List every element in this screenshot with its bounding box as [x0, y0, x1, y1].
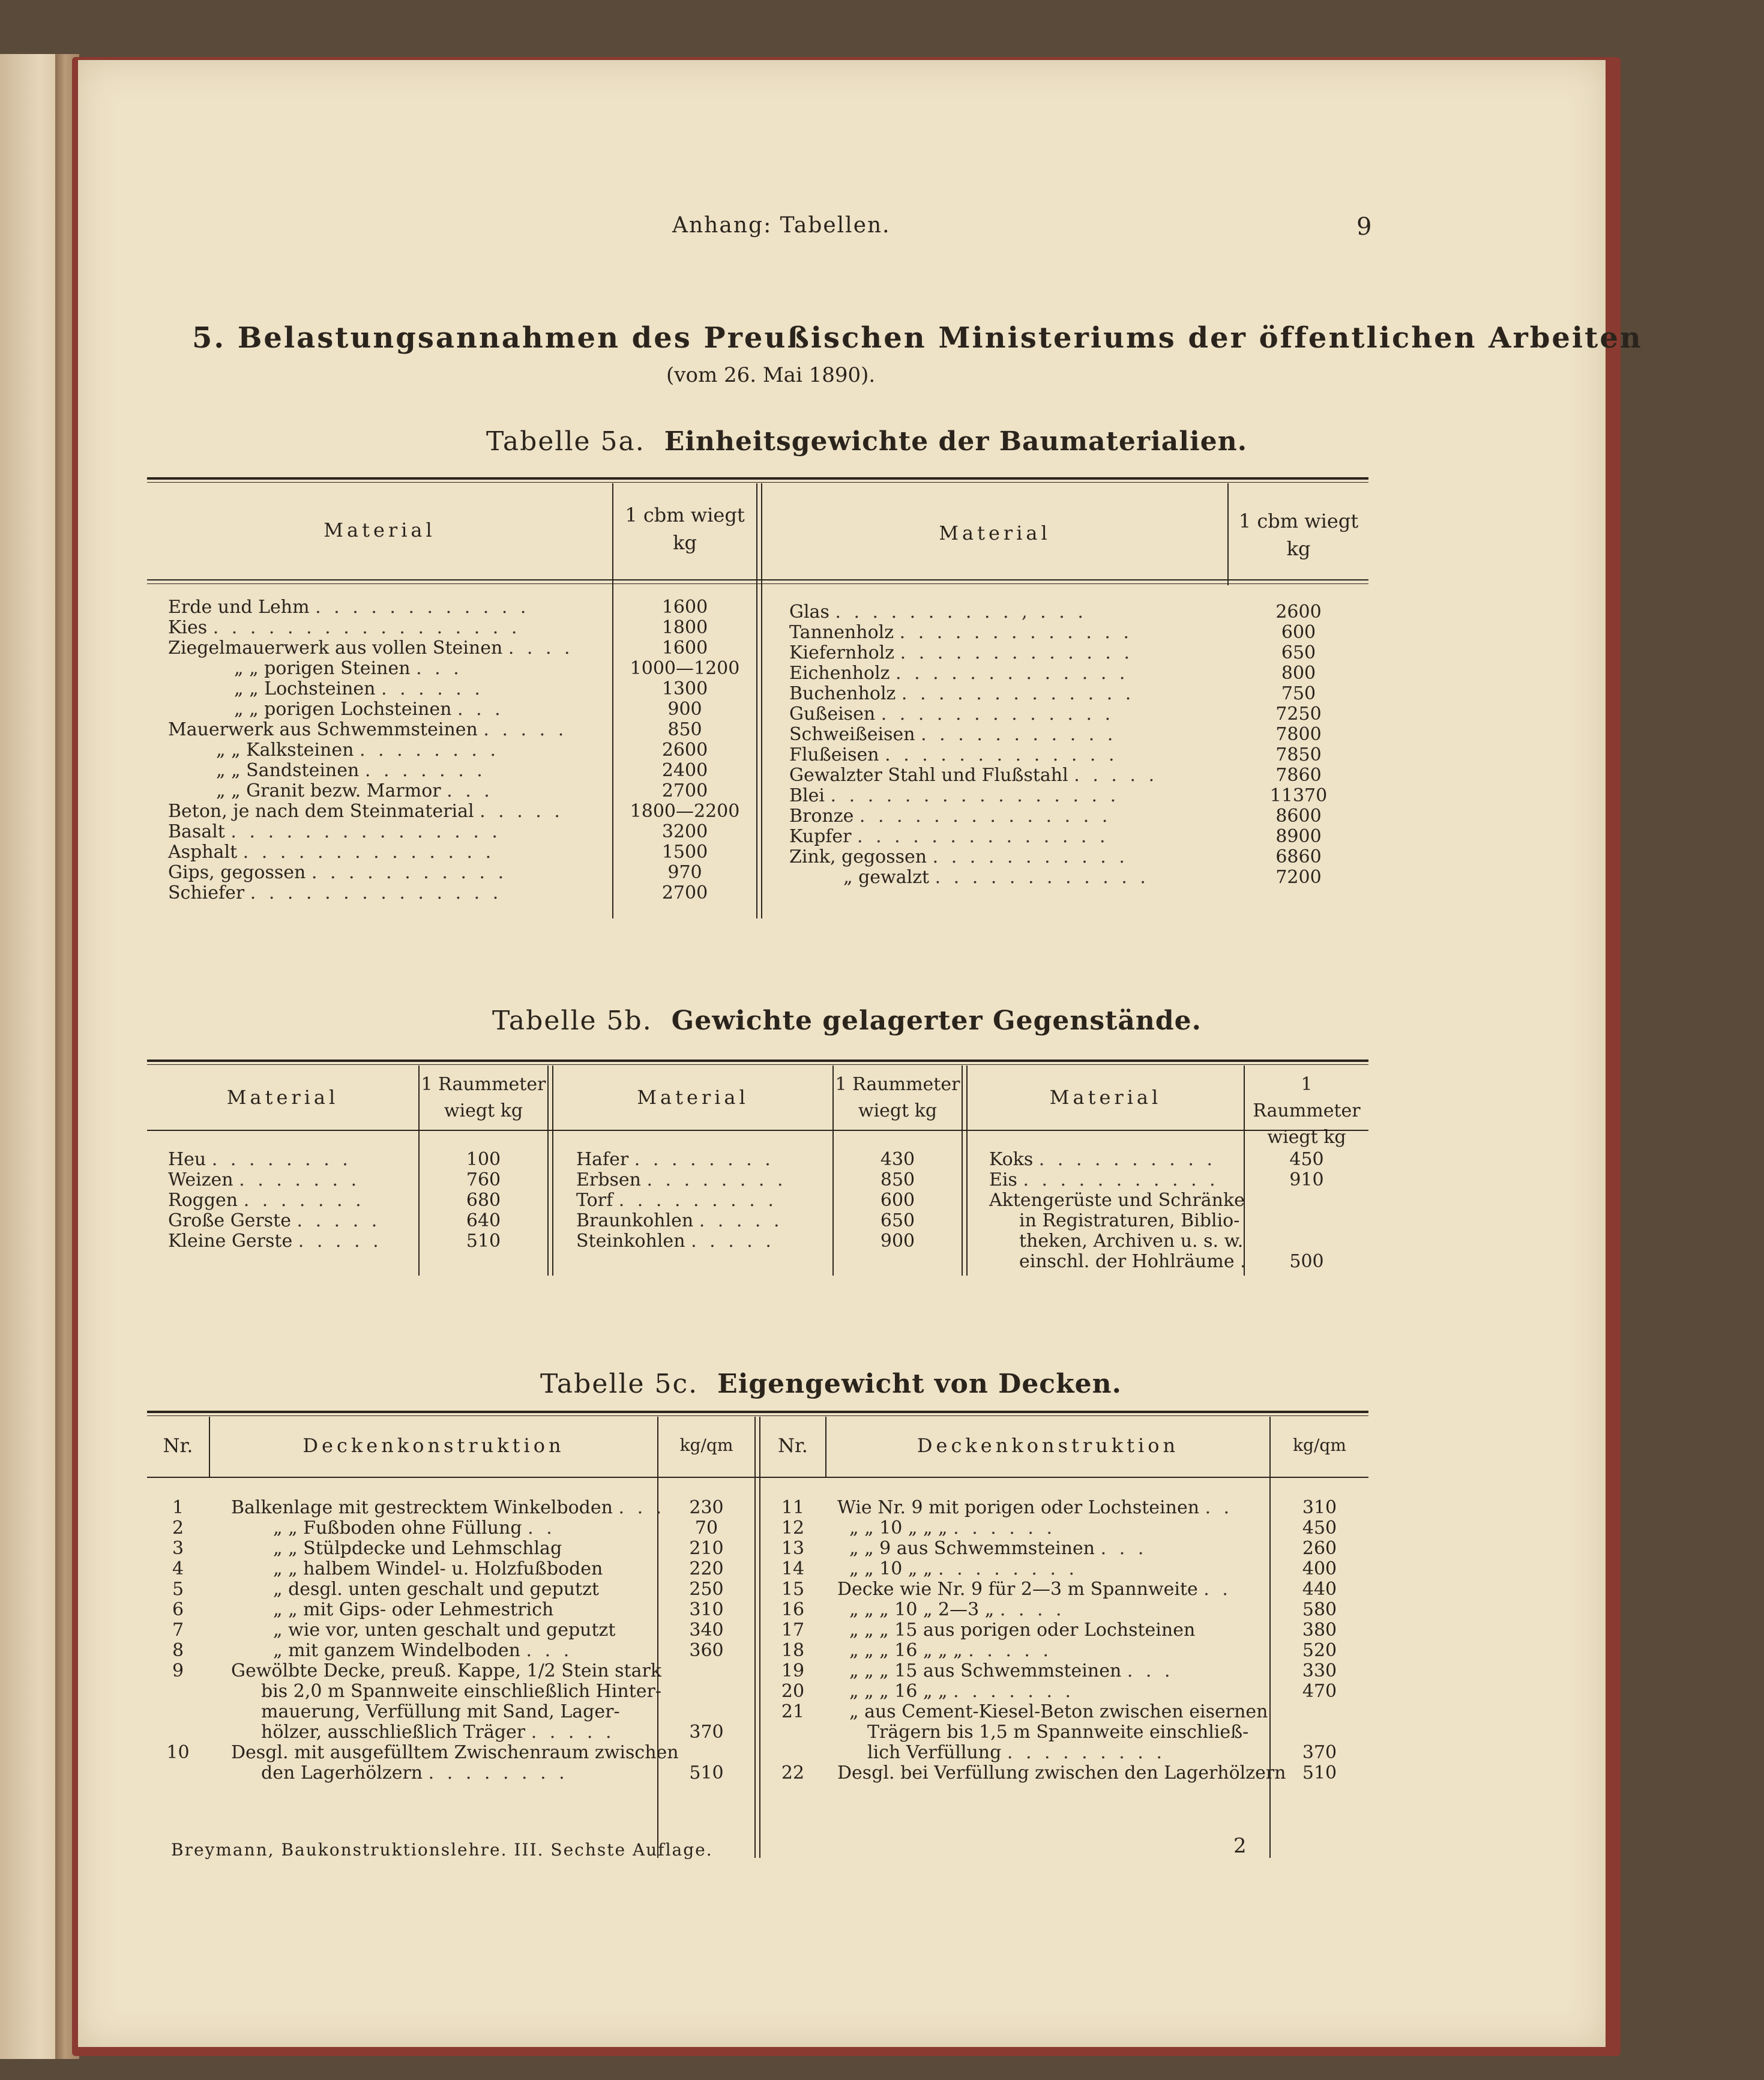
- table-cell: 6: [172, 1599, 184, 1620]
- table-cell: 1000—1200: [630, 658, 740, 679]
- table-5c-caption: [540, 1369, 1122, 1399]
- table-cell: 20: [781, 1681, 805, 1702]
- table-cell: 800: [1281, 663, 1316, 684]
- table-row: Mauerwerk aus Schwemmsteinen . . . . .: [168, 719, 568, 740]
- table-cell: 650: [1281, 642, 1316, 663]
- table-5a-header-weight-left: [613, 501, 756, 556]
- table-cell: 2600: [661, 740, 708, 761]
- table-5c-caption-prefix: Tabelle 5c.: [540, 1369, 699, 1399]
- table-cell: 500: [1289, 1251, 1324, 1272]
- table-cell: 7250: [1275, 704, 1322, 725]
- table-cell: 9: [172, 1660, 184, 1681]
- table-5c-right-values: [1271, 1498, 1368, 1783]
- table-cell: 21: [781, 1701, 805, 1722]
- table-5c-right-text: [837, 1497, 1286, 1783]
- table-cell: [658, 1702, 754, 1722]
- table-row: Erde und Lehm . . . . . . . . . . . .: [168, 597, 530, 618]
- table-cell: [147, 1681, 209, 1702]
- table-cell: [1245, 1190, 1368, 1211]
- table-row: Bronze . . . . . . . . . . . . . .: [789, 806, 1112, 827]
- table-cell: 18: [781, 1640, 805, 1661]
- table-row: „ „ Lochsteinen . . . . . .: [234, 678, 484, 699]
- table-5b-col3-labels: [989, 1149, 1250, 1272]
- table-row: Gewalzter Stahl und Flußstahl . . . . .: [789, 765, 1158, 786]
- running-head: Anhang: Tabellen.: [672, 213, 891, 238]
- table-cell: 7860: [1275, 765, 1322, 786]
- table-row: bis 2,0 m Spannweite einschließlich Hinter-: [261, 1681, 662, 1702]
- table-cell: 510: [689, 1762, 724, 1783]
- table-cell: 760: [466, 1169, 501, 1190]
- table-cell: 3: [172, 1538, 184, 1559]
- table-row: Koks . . . . . . . . . .: [989, 1149, 1216, 1170]
- table-cell: 910: [1289, 1169, 1324, 1190]
- table-row: Blei . . . . . . . . . . . . . . . .: [789, 785, 1120, 806]
- table-cell: 1800: [661, 617, 708, 638]
- table-cell: 900: [880, 1231, 915, 1252]
- table-5a-right-values: [1229, 602, 1368, 888]
- table-row: „ gewalzt . . . . . . . . . . . .: [843, 867, 1149, 888]
- header-weight-line1: 1 cbm wiegt: [1238, 510, 1359, 532]
- table-cell: 510: [1302, 1762, 1337, 1783]
- table-5c-header-construction-right: Deckenkonstruktion: [917, 1434, 1179, 1457]
- section-subtitle: (vom 26. Mai 1890).: [666, 363, 876, 387]
- header-weight-line2: wiegt kg: [1267, 1127, 1346, 1148]
- header-weight-line2: kg: [1286, 537, 1311, 560]
- table-row: Braunkohlen . . . . .: [576, 1210, 783, 1231]
- table-row: Erbsen . . . . . . . .: [576, 1169, 787, 1190]
- table-5c-caption-title: Eigengewicht von Decken.: [717, 1369, 1122, 1399]
- table-cell: 680: [466, 1190, 501, 1211]
- table-5a-caption-title: Einheitsgewichte der Baumaterialien.: [664, 426, 1248, 457]
- table-cell: 11: [781, 1497, 805, 1518]
- table-row: „ „ „ 10 „ 2—3 „ . . . .: [849, 1599, 1065, 1620]
- table-row: Kupfer . . . . . . . . . . . . . .: [789, 826, 1109, 847]
- table-row: „ „ porigen Lochsteinen . . .: [234, 699, 504, 720]
- table-cell: 600: [1281, 622, 1316, 643]
- table-5c-left-text: [231, 1497, 679, 1783]
- table-cell: 2400: [661, 760, 708, 781]
- table-cell: 19: [781, 1660, 805, 1681]
- table-cell: [1271, 1702, 1368, 1722]
- header-weight-line1: 1 Raummeter: [1253, 1074, 1361, 1121]
- table-cell: 380: [1302, 1620, 1337, 1641]
- table-5a-caption-prefix: Tabelle 5a.: [486, 426, 645, 457]
- table-cell: [760, 1722, 825, 1743]
- table-cell: 7800: [1275, 724, 1322, 745]
- table-row: Desgl. bei Verfüllung zwischen den Lagerhölzern: [837, 1762, 1286, 1783]
- table-5c-left-values: [658, 1498, 754, 1783]
- table-cell: 970: [667, 862, 702, 883]
- header-weight-line2: kg: [673, 531, 697, 554]
- table-row: Kies . . . . . . . . . . . . . . . . .: [168, 617, 521, 638]
- table-row: Wie Nr. 9 mit porigen oder Lochsteinen . .: [837, 1497, 1233, 1518]
- table-row: Gußeisen . . . . . . . . . . . . .: [789, 704, 1115, 725]
- table-cell: 370: [1302, 1742, 1337, 1763]
- table-5c-header-unit-left: kg/qm: [679, 1435, 733, 1455]
- table-cell: 2700: [661, 882, 708, 903]
- table-5b-header-weight-1: [420, 1072, 547, 1124]
- table-cell: 220: [689, 1558, 724, 1579]
- table-cell: 310: [1302, 1497, 1337, 1518]
- table-cell: 580: [1302, 1599, 1337, 1620]
- table-cell: 1500: [661, 842, 708, 863]
- table-row: Schweißeisen . . . . . . . . . . .: [789, 724, 1117, 745]
- table-5b-col1-labels: [168, 1150, 414, 1252]
- table-row: „ mit ganzem Windelboden . . .: [273, 1640, 573, 1661]
- header-weight-line1: 1 Raummeter: [835, 1074, 960, 1095]
- footer-imprint: Breymann, Baukonstruktionslehre. III. Sechste Auflage.: [171, 1840, 713, 1860]
- table-cell: 70: [694, 1518, 718, 1539]
- table-row: Gips, gegossen . . . . . . . . . . .: [168, 862, 508, 883]
- table-5b-header-material-1: Material: [226, 1086, 339, 1109]
- table-cell: 6860: [1275, 846, 1322, 867]
- table-cell: [658, 1681, 754, 1702]
- table-row: „ desgl. unten geschalt und geputzt: [273, 1579, 599, 1600]
- table-cell: 750: [1281, 683, 1316, 704]
- table-row: Balkenlage mit gestrecktem Winkelboden . . .: [231, 1497, 666, 1518]
- table-cell: 14: [781, 1558, 805, 1579]
- table-row: „ „ Sandsteinen . . . . . . .: [216, 760, 486, 781]
- table-cell: 360: [689, 1640, 724, 1661]
- header-weight-line1: 1 Raummeter: [421, 1074, 546, 1095]
- table-row: den Lagerhölzern . . . . . . . .: [261, 1762, 568, 1783]
- table-row: mauerung, Verfüllung mit Sand, Lager-: [261, 1701, 620, 1722]
- book-page: [78, 60, 1643, 2047]
- table-5c-right-nr: [760, 1498, 825, 1783]
- table-cell: 330: [1302, 1660, 1337, 1681]
- table-5c-header-construction-left: Deckenkonstruktion: [303, 1434, 565, 1457]
- table-cell: 430: [880, 1149, 915, 1170]
- table-row: Kiefernholz . . . . . . . . . . . . .: [789, 642, 1134, 663]
- table-row: „ „ 10 „ „ „ . . . . . .: [849, 1518, 1056, 1539]
- table-cell: 450: [1289, 1149, 1324, 1170]
- table-cell: 440: [1302, 1579, 1337, 1600]
- header-weight-line2: wiegt kg: [858, 1100, 938, 1121]
- table-row: Große Gerste . . . . .: [168, 1210, 381, 1231]
- table-cell: 15: [781, 1579, 805, 1600]
- table-row: Tannenholz . . . . . . . . . . . . .: [789, 622, 1133, 643]
- table-cell: 8900: [1275, 826, 1322, 847]
- table-cell: 1600: [661, 638, 708, 659]
- table-cell: 470: [1302, 1681, 1337, 1702]
- table-row: „ aus Cement-Kiesel-Beton zwischen eisernen: [849, 1701, 1268, 1722]
- table-5a-header-weight-right: [1229, 507, 1368, 562]
- table-row: einschl. der Hohlräume .: [1019, 1251, 1250, 1272]
- header-weight-line2: wiegt kg: [444, 1100, 523, 1121]
- table-cell: 850: [667, 719, 702, 740]
- table-cell: 260: [1302, 1538, 1337, 1559]
- table-cell: 900: [667, 699, 702, 720]
- table-row: „ „ Stülpdecke und Lehmschlag: [273, 1538, 562, 1559]
- table-cell: 510: [466, 1231, 501, 1252]
- table-5a-left-labels: [168, 597, 606, 903]
- table-cell: 5: [172, 1579, 184, 1600]
- table-cell: [1271, 1722, 1368, 1743]
- table-cell: 210: [689, 1538, 724, 1559]
- table-cell: 250: [689, 1579, 724, 1600]
- header-weight-line1: 1 cbm wiegt: [625, 504, 745, 526]
- table-5a-left-values: [613, 597, 756, 903]
- table-5b-header-material-2: Material: [637, 1086, 749, 1109]
- page-number: 9: [1356, 213, 1372, 241]
- table-row: „ „ Granit bezw. Marmor . . .: [216, 780, 493, 801]
- table-cell: 100: [466, 1149, 501, 1170]
- table-row: „ „ Kalksteinen . . . . . . . .: [216, 740, 500, 761]
- table-row: Trägern bis 1,5 m Spannweite einschließ-: [867, 1722, 1249, 1743]
- table-5a-caption: [486, 426, 1247, 457]
- table-cell: 2700: [661, 780, 708, 801]
- table-row: „ wie vor, unten geschalt und geputzt: [273, 1620, 616, 1641]
- table-row: „ „ mit Gips- oder Lehmestrich: [273, 1599, 554, 1620]
- table-row: Torf . . . . . . . . .: [576, 1190, 777, 1211]
- table-row: „ „ „ 15 aus Schwemmsteinen . . .: [849, 1660, 1174, 1681]
- table-cell: 4: [172, 1558, 184, 1579]
- table-row: Weizen . . . . . . .: [168, 1169, 361, 1190]
- table-cell: [1245, 1211, 1368, 1231]
- table-cell: 450: [1302, 1518, 1337, 1539]
- table-cell: [147, 1702, 209, 1722]
- table-row: Asphalt . . . . . . . . . . . . . .: [168, 842, 495, 863]
- table-row: Gewölbte Decke, preuß. Kappe, 1/2 Stein stark: [231, 1660, 661, 1681]
- table-cell: 10: [166, 1742, 190, 1763]
- table-cell: [147, 1763, 209, 1783]
- table-row: Schiefer . . . . . . . . . . . . . .: [168, 882, 502, 903]
- table-cell: [147, 1722, 209, 1743]
- table-5b-col2-values: [834, 1150, 962, 1252]
- table-cell: 1600: [661, 597, 708, 618]
- table-row: Kleine Gerste . . . . .: [168, 1231, 382, 1252]
- table-5b-caption-title: Gewichte gelagerter Gegenstände.: [671, 1005, 1202, 1036]
- table-5b-header-material-3: Material: [1049, 1086, 1162, 1109]
- table-cell: 1: [172, 1497, 184, 1518]
- table-cell: 2600: [1275, 601, 1322, 622]
- table-5c-header-nr-left: Nr.: [163, 1434, 193, 1457]
- table-cell: 520: [1302, 1640, 1337, 1661]
- table-5b-col2-labels: [576, 1150, 828, 1252]
- table-row: Roggen . . . . . . .: [168, 1190, 365, 1211]
- table-5a-header-material-right: Material: [939, 522, 1051, 544]
- table-cell: 11370: [1269, 785, 1328, 806]
- table-cell: 1800—2200: [630, 801, 740, 822]
- table-cell: 7200: [1275, 867, 1322, 888]
- table-cell: 13: [781, 1538, 805, 1559]
- table-row: „ „ 9 aus Schwemmsteinen . . .: [849, 1538, 1148, 1559]
- table-cell: 340: [689, 1620, 724, 1641]
- table-5c-left-nr: [147, 1498, 209, 1783]
- table-cell: 650: [880, 1210, 915, 1231]
- table-cell: 8: [172, 1640, 184, 1661]
- table-row: Basalt . . . . . . . . . . . . . . .: [168, 821, 501, 842]
- table-5b-col1-values: [420, 1150, 547, 1252]
- table-cell: 1300: [661, 678, 708, 699]
- table-row: „ „ halbem Windel- u. Holzfußboden: [273, 1558, 603, 1579]
- table-row: „ „ „ 16 „ „ . . . . . . .: [849, 1681, 1075, 1702]
- table-cell: 370: [689, 1722, 724, 1743]
- table-5b-header-weight-3: [1245, 1072, 1368, 1151]
- table-row: Eis . . . . . . . . . . .: [989, 1169, 1219, 1190]
- table-row: Flußeisen . . . . . . . . . . . . .: [789, 744, 1118, 765]
- table-cell: [658, 1743, 754, 1763]
- table-row: Desgl. mit ausgefülltem Zwischenraum zwischen: [231, 1742, 679, 1763]
- table-cell: [658, 1661, 754, 1681]
- table-5b-header-weight-2: [834, 1072, 962, 1124]
- table-5a-right-labels: [789, 602, 1221, 888]
- table-cell: 3200: [661, 821, 708, 842]
- table-row: Ziegelmauerwerk aus vollen Steinen . . . .: [168, 638, 574, 659]
- table-cell: 400: [1302, 1558, 1337, 1579]
- table-row: „ „ 10 „ „ . . . . . . . .: [849, 1558, 1079, 1579]
- table-cell: 22: [781, 1762, 805, 1783]
- table-5b-col3-values: [1245, 1150, 1368, 1272]
- table-row: „ „ Fußboden ohne Füllung . .: [273, 1518, 556, 1539]
- table-row: theken, Archiven u. s. w.: [1019, 1231, 1244, 1252]
- table-cell: 12: [781, 1518, 805, 1539]
- table-cell: 7850: [1275, 744, 1322, 765]
- table-row: „ „ porigen Steinen . . .: [234, 658, 463, 679]
- table-cell: 16: [781, 1599, 805, 1620]
- table-cell: 850: [880, 1169, 915, 1190]
- table-cell: 230: [689, 1497, 724, 1518]
- table-row: Decke wie Nr. 9 für 2—3 m Spannweite . .: [837, 1579, 1232, 1600]
- table-cell: 640: [466, 1210, 501, 1231]
- table-5b-caption: [492, 1005, 1202, 1036]
- table-row: Glas . . . . . . . . . . , . . .: [789, 601, 1087, 622]
- table-5c-header-unit-right: kg/qm: [1293, 1435, 1346, 1455]
- table-row: Zink, gegossen . . . . . . . . . . .: [789, 846, 1128, 867]
- table-5b-caption-prefix: Tabelle 5b.: [492, 1005, 652, 1036]
- table-5a-header-material-left: Material: [324, 519, 436, 541]
- table-row: „ „ „ 16 „ „ „ . . . . .: [849, 1640, 1053, 1661]
- footer-signature: 2: [1233, 1834, 1247, 1858]
- table-row: Steinkohlen . . . . .: [576, 1231, 775, 1252]
- table-cell: 310: [689, 1599, 724, 1620]
- table-row: hölzer, ausschließlich Träger . . . . .: [261, 1722, 615, 1743]
- table-cell: 2: [172, 1518, 184, 1539]
- table-5c-header-nr-right: Nr.: [778, 1434, 808, 1457]
- table-cell: 600: [880, 1190, 915, 1211]
- table-row: Aktengerüste und Schränke: [989, 1190, 1245, 1211]
- table-row: Heu . . . . . . . .: [168, 1149, 352, 1170]
- table-row: Buchenholz . . . . . . . . . . . . .: [789, 683, 1135, 704]
- table-cell: 17: [781, 1620, 805, 1641]
- table-cell: [1245, 1231, 1368, 1252]
- table-row: „ „ „ 15 aus porigen oder Lochsteinen: [849, 1620, 1196, 1641]
- section-title: 5. Belastungsannahmen des Preußischen Ministeriums der öffentlichen Arbeiten: [192, 321, 1643, 355]
- table-row: Beton, je nach dem Steinmaterial . . . . .: [168, 801, 564, 822]
- table-cell: 7: [172, 1620, 184, 1641]
- table-cell: [760, 1743, 825, 1763]
- table-row: Hafer . . . . . . . .: [576, 1149, 774, 1170]
- table-cell: 8600: [1275, 806, 1322, 827]
- table-row: in Registraturen, Biblio-: [1019, 1210, 1240, 1231]
- table-row: lich Verfüllung . . . . . . . . .: [867, 1742, 1166, 1763]
- table-row: Eichenholz . . . . . . . . . . . . .: [789, 663, 1129, 684]
